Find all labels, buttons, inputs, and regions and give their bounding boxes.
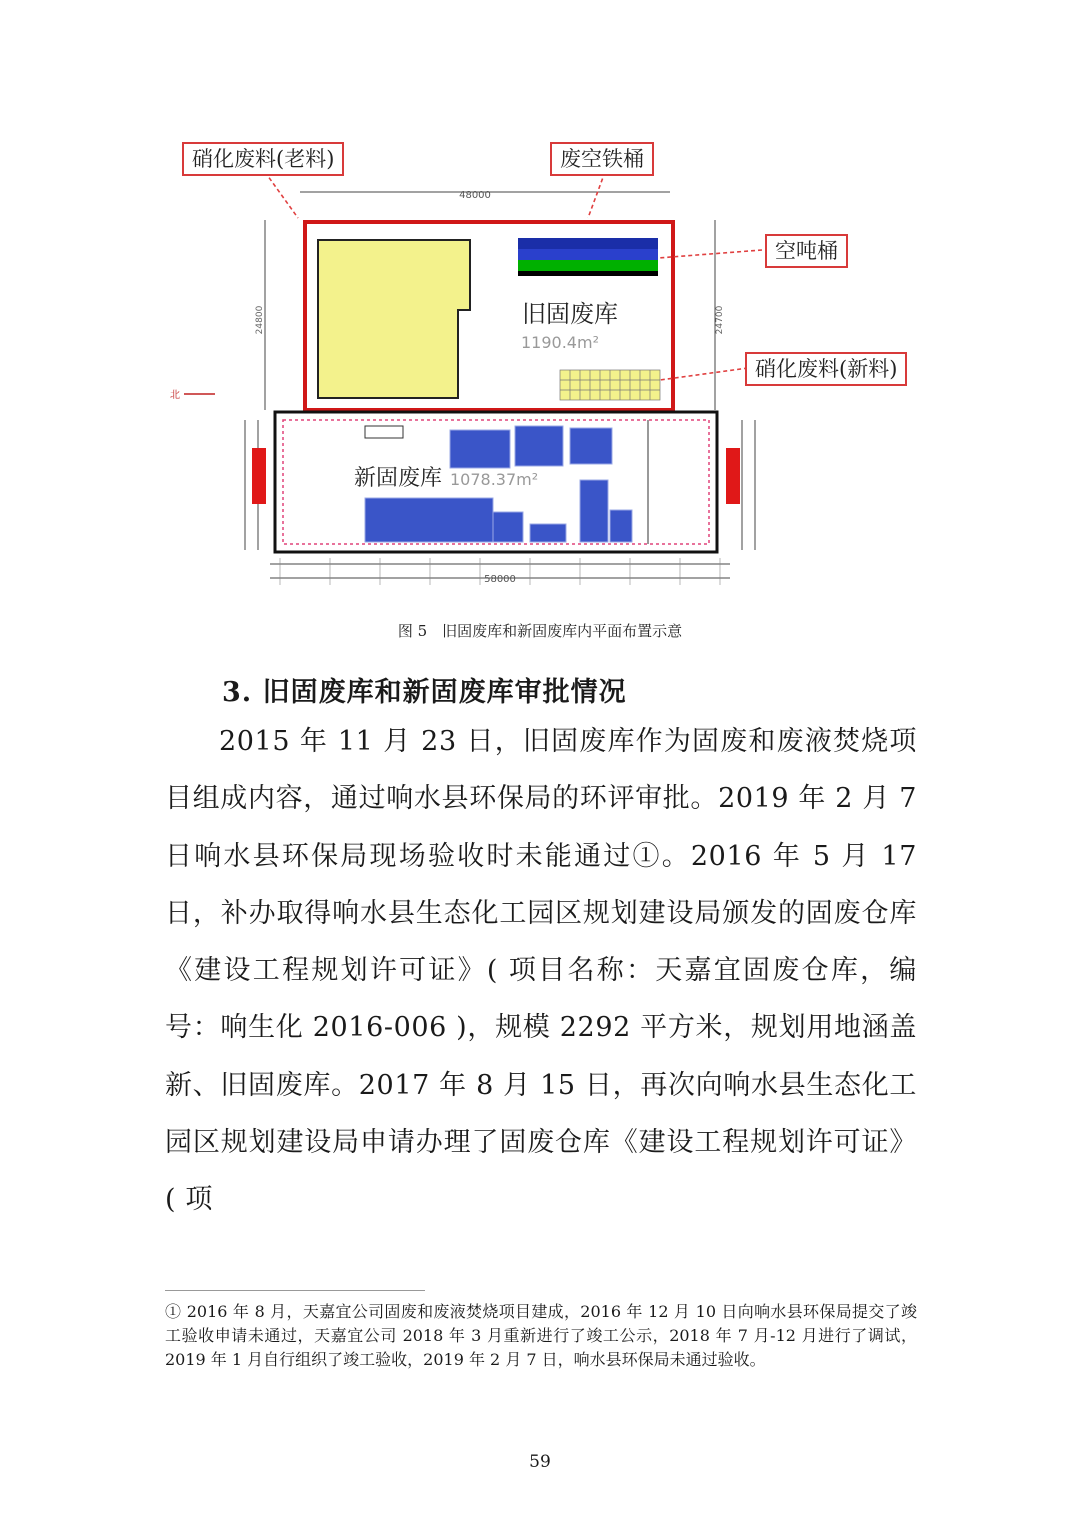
dim-right: 24700 <box>715 305 725 335</box>
new-warehouse-name: 新固废库 <box>353 466 442 491</box>
right-gate-icon <box>726 448 740 504</box>
callout-old-material: 硝化废料(老料) <box>182 142 344 176</box>
section-heading: 3. 旧固废库和新固废库审批情况 <box>222 677 627 708</box>
dim-bottom: 58000 <box>484 574 516 585</box>
iron-drum-row-1 <box>518 238 658 249</box>
body-paragraph: 2015 年 11 月 23 日，旧固废库作为固废和废液焚烧项目组成内容，通过响水县环保局的环评审批。2019 年 2 月 7 日响水县环保局现场验收时未能通过①。2016 年 5 月 17 日，补办取得响水县生态化工园区规划建设局颁发的固废仓库《建设工程规划许可证》( 项目名称：天嘉宜固废仓库，编号：响生化 2016-006 )，规模 2292 平方米，规划用地涵盖新、旧固废库。2017 年 8 月 15 日，再次向响水县生态化工园区规划建设局申请办理了固废仓库《建设工程规划许可证》( 项 <box>165 726 917 1216</box>
new-material-pallets <box>560 370 660 400</box>
footnote-divider <box>165 1290 425 1291</box>
new-warehouse-area: 1078.37m² <box>450 470 539 489</box>
old-warehouse-name: 旧固废库 <box>522 300 618 328</box>
iron-drum-row-2 <box>518 249 658 260</box>
dim-left: 24800 <box>255 305 265 335</box>
iron-drum-row-4 <box>518 271 658 276</box>
left-gate-icon <box>252 448 266 504</box>
dim-top: 48000 <box>459 190 491 201</box>
callout-new-material: 硝化废料(新料) <box>745 352 907 386</box>
floor-plan-figure <box>170 130 930 610</box>
iron-drum-row-3 <box>518 260 658 271</box>
page-number: 59 <box>529 1452 551 1472</box>
callout-empty-ton-drum: 空吨桶 <box>765 234 848 268</box>
north-label: 北 <box>170 390 180 401</box>
old-warehouse-area: 1190.4m² <box>521 333 599 352</box>
footnote: ① 2016 年 8 月，天嘉宜公司固废和废液焚烧项目建成，2016 年 12 月 10 日向响水县环保局提交了竣工验收申请未通过，天嘉宜公司 2018 年 3 月重新进行了竣工公示，2018 年 7 月-12 月进行了调试，2019 年 1 月自行组织了竣工验收，2019 年 2 月 7 日，响水县环保局未通过验收。 <box>165 1302 917 1369</box>
callout-empty-iron-drum: 废空铁桶 <box>550 142 654 176</box>
figure-caption: 图 5 旧固废库和新固废库内平面布置示意 <box>397 622 683 640</box>
old-material-storage-area <box>318 240 470 398</box>
